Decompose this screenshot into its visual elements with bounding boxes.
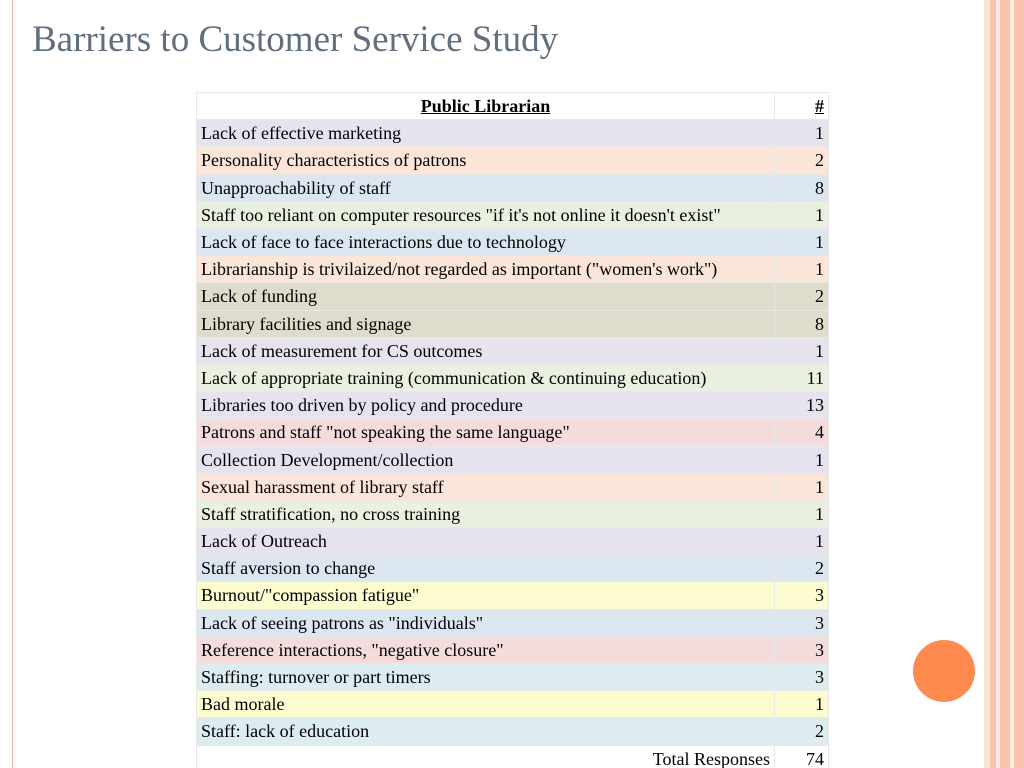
row-count: 8 [775, 310, 829, 337]
column-header-public-librarian: Public Librarian [197, 93, 775, 120]
row-count: 2 [775, 283, 829, 310]
row-count: 2 [775, 718, 829, 745]
row-label: Collection Development/collection [197, 446, 775, 473]
table-row [197, 446, 829, 473]
table-row [197, 392, 829, 419]
row-count: 1 [775, 446, 829, 473]
row-label: Reference interactions, "negative closure" [197, 636, 775, 663]
row-label: Sexual harassment of library staff [197, 473, 775, 500]
row-count: 1 [775, 256, 829, 283]
right-stripe-decoration [984, 0, 1024, 768]
orange-circle-decoration [913, 640, 975, 702]
row-label: Staff stratification, no cross training [197, 500, 775, 527]
table-row [197, 691, 829, 718]
table-row [197, 582, 829, 609]
table-row [197, 528, 829, 555]
slide-title: Barriers to Customer Service Study [32, 19, 559, 60]
total-label: Total Responses [197, 745, 775, 768]
row-count: 1 [775, 228, 829, 255]
row-label: Staffing: turnover or part timers [197, 663, 775, 690]
table-row [197, 609, 829, 636]
table-row [197, 147, 829, 174]
row-label: Staff too reliant on computer resources "if it's not online it doesn't exist" [197, 201, 775, 228]
total-count: 74 [775, 745, 829, 768]
row-count: 1 [775, 337, 829, 364]
row-label: Unapproachability of staff [197, 174, 775, 201]
row-count: 3 [775, 663, 829, 690]
row-count: 4 [775, 419, 829, 446]
table-row [197, 256, 829, 283]
row-label: Lack of seeing patrons as "individuals" [197, 609, 775, 636]
row-label: Lack of Outreach [197, 528, 775, 555]
table-row [197, 718, 829, 745]
table-row [197, 473, 829, 500]
barriers-table [196, 92, 829, 768]
table-total-row [197, 745, 829, 768]
table-row [197, 283, 829, 310]
row-count: 2 [775, 555, 829, 582]
table-row [197, 310, 829, 337]
row-label: Personality characteristics of patrons [197, 147, 775, 174]
row-count: 1 [775, 201, 829, 228]
table-row [197, 174, 829, 201]
row-count: 3 [775, 582, 829, 609]
table-row [197, 120, 829, 147]
table-row [197, 201, 829, 228]
row-count: 3 [775, 609, 829, 636]
row-label: Staff: lack of education [197, 718, 775, 745]
row-count: 2 [775, 147, 829, 174]
table-header-row [197, 93, 829, 120]
table-row [197, 337, 829, 364]
row-count: 1 [775, 473, 829, 500]
table-row [197, 419, 829, 446]
row-label: Burnout/"compassion fatigue" [197, 582, 775, 609]
row-label: Lack of appropriate training (communication & continuing education) [197, 364, 775, 391]
row-count: 8 [775, 174, 829, 201]
row-count: 1 [775, 528, 829, 555]
row-count: 3 [775, 636, 829, 663]
table-row [197, 555, 829, 582]
row-count: 11 [775, 364, 829, 391]
column-header-count: # [775, 93, 829, 120]
row-label: Lack of funding [197, 283, 775, 310]
row-label: Lack of measurement for CS outcomes [197, 337, 775, 364]
table-body [197, 120, 829, 745]
table-row [197, 500, 829, 527]
row-label: Patrons and staff "not speaking the same language" [197, 419, 775, 446]
table-row [197, 663, 829, 690]
left-border-decoration [0, 0, 13, 768]
row-label: Lack of effective marketing [197, 120, 775, 147]
row-count: 13 [775, 392, 829, 419]
row-label: Libraries too driven by policy and procedure [197, 392, 775, 419]
table-row [197, 364, 829, 391]
table-row [197, 636, 829, 663]
row-label: Bad morale [197, 691, 775, 718]
row-count: 1 [775, 500, 829, 527]
row-label: Library facilities and signage [197, 310, 775, 337]
row-label: Staff aversion to change [197, 555, 775, 582]
table-row [197, 228, 829, 255]
row-label: Lack of face to face interactions due to technology [197, 228, 775, 255]
row-count: 1 [775, 120, 829, 147]
row-label: Librarianship is trivilaized/not regarded as important ("women's work") [197, 256, 775, 283]
row-count: 1 [775, 691, 829, 718]
